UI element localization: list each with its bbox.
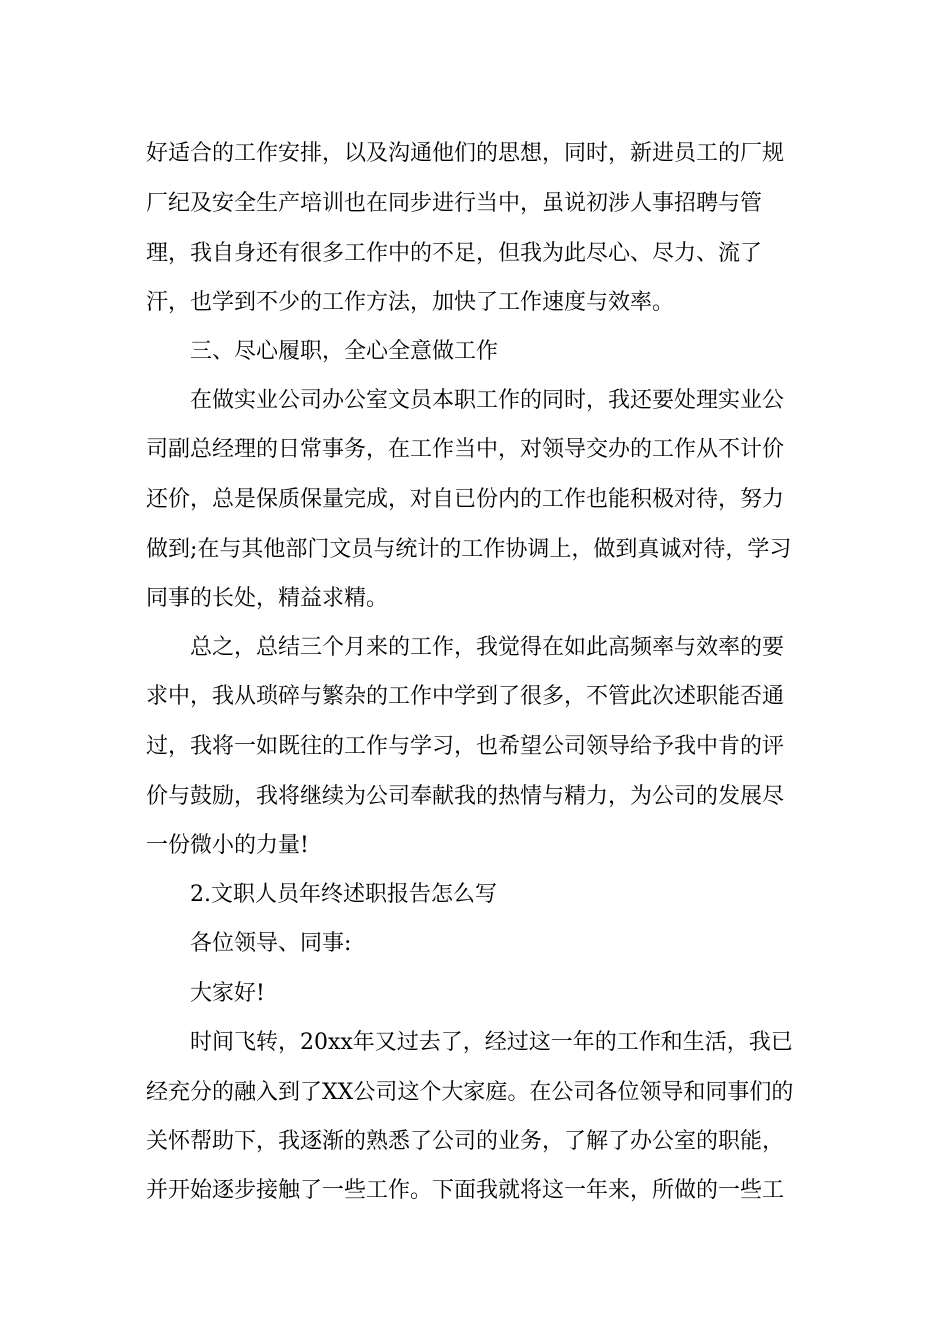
paragraph-line: 关怀帮助下，我逐渐的熟悉了公司的业务，了解了办公室的职能， [146,1129,785,1154]
paragraph-line: 在做实业公司办公室文员本职工作的同时，我还要处理实业公 [190,388,785,413]
paragraph-line: 汗，也学到不少的工作方法，加快了工作速度与效率。 [146,290,675,315]
paragraph-line: 司副总经理的日常事务，在工作当中，对领导交办的工作从不计价 [146,437,785,462]
section-heading: 三、尽心履职，全心全意做工作 [190,339,499,364]
paragraph-line: 做到;在与其他部门文员与统计的工作协调上，做到真诚对待，学习 [146,537,792,562]
section-heading: 2.文职人员年终述职报告怎么写 [190,882,497,907]
salutation: 各位领导、同事: [190,931,352,956]
paragraph-line: 一份微小的力量! [146,833,309,858]
paragraph-line: 求中，我从琐碎与繁杂的工作中学到了很多，不管此次述职能否通 [146,684,785,709]
paragraph-line: 总之，总结三个月来的工作，我觉得在如此高频率与效率的要 [190,635,785,660]
paragraph-line: 时间飞转，20xx年又过去了，经过这一年的工作和生活，我已 [190,1030,793,1055]
paragraph-line: 价与鼓励，我将继续为公司奉献我的热情与精力，为公司的发展尽 [146,784,785,809]
greeting: 大家好! [190,981,265,1006]
paragraph-line: 好适合的工作安排，以及沟通他们的思想，同时，新进员工的厂规 [146,141,785,166]
paragraph-line: 理，我自身还有很多工作中的不足，但我为此尽心、尽力、流了 [146,241,763,266]
paragraph-line: 经充分的融入到了XX公司这个大家庭。在公司各位领导和同事们的 [146,1080,794,1105]
paragraph-line: 过，我将一如既往的工作与学习，也希望公司领导给予我中肯的评 [146,734,785,759]
paragraph-line: 厂纪及安全生产培训也在同步进行当中，虽说初涉人事招聘与管 [146,191,763,216]
paragraph-line: 还价，总是保质保量完成，对自已份内的工作也能积极对待，努力 [146,487,785,512]
paragraph-line: 并开始逐步接触了一些工作。下面我就将这一年来，所做的一些工 [146,1178,785,1203]
paragraph-line: 同事的长处，精益求精。 [146,586,389,611]
